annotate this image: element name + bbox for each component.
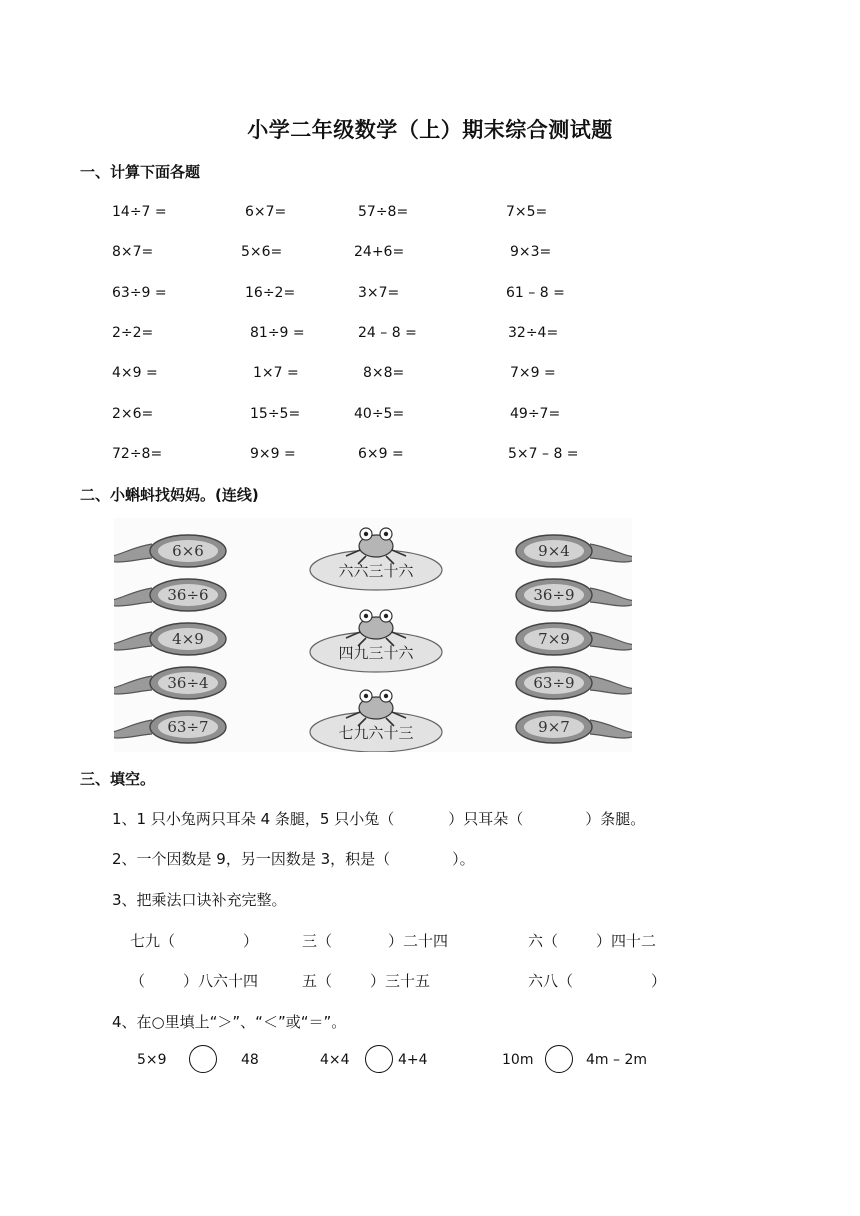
compare-left-2: 4×4	[320, 1052, 350, 1068]
question-1: 1、1 只小兔两只耳朵 4 条腿，5 只小兔（ ）只耳朵（ ）条腿。	[112, 810, 646, 828]
frog-on-lily-pad	[310, 528, 442, 590]
tadpole-expression: 36÷4	[167, 674, 209, 692]
section-heading-calc: 一、计算下面各题	[80, 163, 201, 181]
calc-problem: 49÷7=	[510, 405, 561, 422]
calc-problem: 9×3=	[510, 244, 552, 261]
tadpole-expression: 9×4	[538, 542, 570, 560]
tadpole-expression: 4×9	[172, 630, 204, 648]
calc-problem: 81÷9 =	[250, 324, 305, 341]
calc-problem: 2÷2=	[112, 324, 154, 341]
tadpole-tail	[114, 676, 152, 694]
right-tadpole	[516, 711, 632, 743]
frog-on-lily-pad	[310, 610, 442, 672]
right-tadpole	[516, 535, 632, 567]
left-tadpole	[114, 535, 226, 567]
calc-problem: 1×7 =	[253, 365, 299, 382]
compare-circle-1[interactable]	[189, 1045, 217, 1073]
calc-problem: 7×9 =	[510, 365, 556, 382]
mult-item: 五（ ）三十五	[302, 972, 431, 990]
left-tadpole	[114, 711, 226, 743]
calc-problem: 9×9 =	[250, 445, 296, 462]
tadpole-tail	[590, 720, 632, 738]
calc-problem: 63÷9 =	[112, 284, 167, 301]
right-tadpole	[516, 667, 632, 699]
calc-problem: 8×8=	[363, 365, 405, 382]
tadpole-expression: 36÷6	[167, 586, 209, 604]
calc-problem: 57÷8=	[358, 204, 409, 220]
calc-problem: 72÷8=	[112, 445, 163, 462]
calc-problem: 4×9 =	[112, 365, 158, 382]
frog-on-lily-pad	[310, 690, 442, 752]
frog-rhyme: 六六三十六	[338, 562, 414, 580]
question-4: 4、在○里填上“＞”、“＜”或“＝”。	[112, 1013, 347, 1031]
tadpole-matching-picture	[114, 518, 632, 752]
calc-problem: 24 – 8 =	[358, 324, 417, 341]
frog-rhyme: 四九三十六	[338, 644, 414, 662]
tadpole-tail	[114, 632, 152, 650]
calc-problem: 7×5=	[506, 204, 548, 220]
tadpole-expression: 7×9	[538, 630, 570, 648]
left-tadpole	[114, 579, 226, 611]
section-heading-fill: 三、填空。	[80, 770, 156, 788]
compare-circle-3[interactable]	[545, 1045, 573, 1073]
question-3: 3、把乘法口诀补充完整。	[112, 891, 287, 909]
calc-problem: 16÷2=	[245, 284, 296, 301]
calc-problem: 32÷4=	[508, 324, 559, 341]
mult-item: （ ）八六十四	[130, 972, 259, 990]
mult-item: 六八（ ）	[528, 972, 667, 990]
calc-problem: 14÷7 =	[112, 204, 167, 220]
right-tadpole	[516, 579, 632, 611]
calc-problem: 2×6=	[112, 405, 154, 422]
calc-problem: 5×6=	[241, 244, 283, 261]
tadpole-svg	[114, 518, 632, 752]
tadpole-expression: 63÷9	[533, 674, 575, 692]
tadpole-expression: 36÷9	[533, 586, 575, 604]
calc-problem: 61 – 8 =	[506, 284, 565, 301]
tadpole-tail	[590, 588, 632, 606]
section-heading-tadpole: 二、小蝌蚪找妈妈。(连线)	[80, 486, 259, 504]
compare-left-1: 5×9	[137, 1052, 167, 1068]
mult-item: 三（ ）二十四	[302, 932, 449, 950]
left-tadpole	[114, 623, 226, 655]
calc-problem: 6×7=	[245, 204, 287, 220]
tadpole-tail	[114, 720, 152, 738]
calc-problem: 5×7 – 8 =	[508, 445, 579, 462]
calc-problem: 15÷5=	[250, 405, 301, 422]
calc-problem: 3×7=	[358, 284, 400, 301]
calc-problem: 40÷5=	[354, 405, 405, 422]
tadpole-expression: 6×6	[172, 542, 204, 560]
compare-right-2: 4+4	[398, 1052, 428, 1068]
calc-problem: 24+6=	[354, 244, 405, 261]
right-tadpole	[516, 623, 632, 655]
page-title: 小学二年级数学（上）期末综合测试题	[247, 118, 613, 142]
compare-left-3: 10m	[502, 1052, 534, 1068]
tadpole-expression: 63÷7	[167, 718, 209, 736]
mult-item: 六（ ）四十二	[528, 932, 657, 950]
calc-problem: 6×9 =	[358, 445, 404, 462]
tadpole-tail	[590, 676, 632, 694]
compare-right-1: 48	[241, 1052, 259, 1068]
tadpole-tail	[590, 632, 632, 650]
tadpole-tail	[114, 544, 152, 562]
left-tadpole	[114, 667, 226, 699]
frog-rhyme: 七九六十三	[338, 724, 414, 742]
tadpole-expression: 9×7	[538, 718, 570, 736]
tadpole-tail	[114, 588, 152, 606]
compare-right-3: 4m – 2m	[586, 1052, 647, 1068]
question-2: 2、一个因数是 9，另一因数是 3，积是（ ）。	[112, 850, 475, 868]
tadpole-tail	[590, 544, 632, 562]
calc-problem: 8×7=	[112, 244, 154, 261]
mult-item: 七九（ ）	[130, 932, 259, 950]
compare-circle-2[interactable]	[365, 1045, 393, 1073]
